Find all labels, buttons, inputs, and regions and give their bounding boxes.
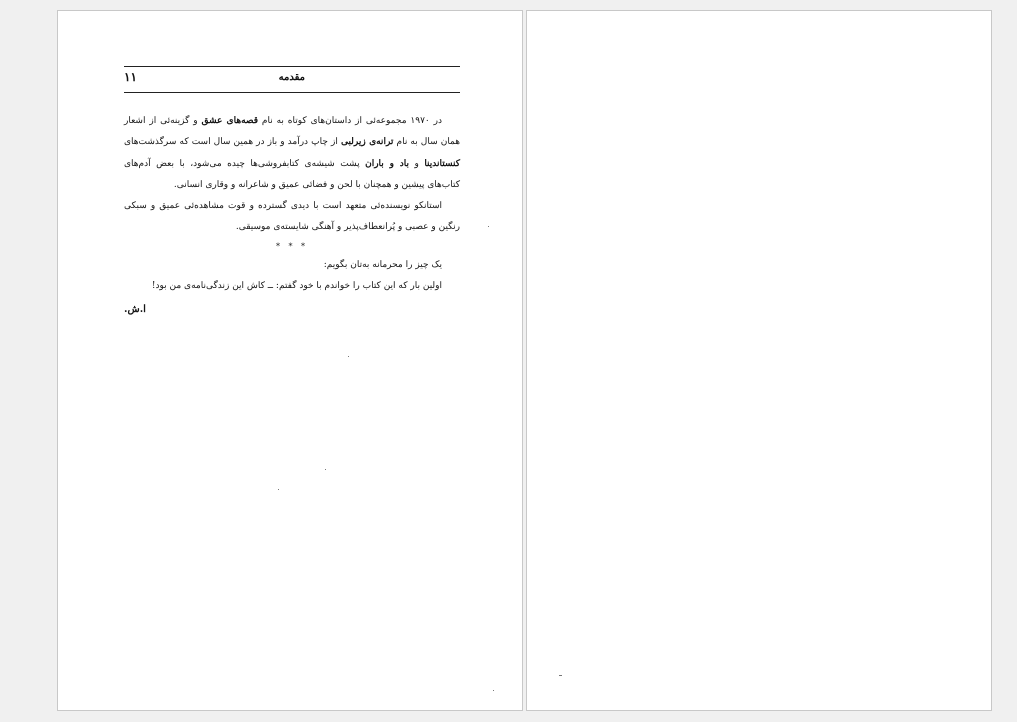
paragraph-1-text-c: از چاپ درآمد و باز در همین سال است که سرگذشت‌های	[124, 137, 341, 148]
paragraph-1-text-d: و	[408, 158, 425, 169]
paragraph-4: اولین بار که این کتاب را خواندم با خود گفتم: ــ کاش این زندگی‌نامه‌ی من بود!	[151, 281, 442, 292]
scan-speck	[348, 356, 349, 357]
scan-speck	[278, 489, 279, 490]
paragraph-2: استانکو نویسنده‌ئی متعهد است با دیدی گسترده و قوت مشاهده‌ئی عمیق و سبکی رنگین و عصبی و پُرانعطاف‌پذیر و آهنگی شایسته‌ی موسیقی.	[124, 201, 460, 233]
document-page-left	[57, 10, 523, 711]
paragraph-1-text-a: در ۱۹۷۰ مجموعه‌ئی از داستان‌های کوتاه به نام	[258, 116, 442, 126]
book-title-constandina: کنستاندینا	[424, 158, 460, 169]
book-title-love-stories: قصه‌های عشق	[201, 116, 259, 126]
paragraph-1	[124, 111, 460, 196]
paragraph-1-text-e: پشت شیشه‌ی کتابفروشی‌ها چیده می‌شود، با بعض آدم‌های کتاب‌های پیشین و همچنان با لحن و فضائی عمیق و شاعرانه و وقاری انسانی.	[124, 158, 460, 190]
page-number: ۱۱	[124, 70, 137, 84]
paragraph-3: یک چیز را محرمانه به‌تان بگویم:	[323, 259, 442, 270]
scan-speck	[488, 226, 489, 227]
book-title-whispered-song: ترانه‌ی زیرلبی	[340, 137, 394, 148]
page-header-title: مقدمه	[278, 72, 305, 83]
scan-speck	[559, 675, 562, 676]
book-title-wind-and-rain: باد و باران	[365, 158, 409, 169]
section-separator: * * *	[275, 241, 309, 251]
page-header	[124, 66, 460, 93]
page-body	[124, 111, 460, 321]
document-page-right	[526, 10, 992, 711]
paragraph-1-text-b: و گزینه‌ئی از اشعار همان سال به نام	[124, 116, 461, 148]
scan-speck	[325, 469, 326, 470]
author-signature: ا.ش.	[124, 304, 146, 316]
scan-speck	[493, 690, 494, 691]
